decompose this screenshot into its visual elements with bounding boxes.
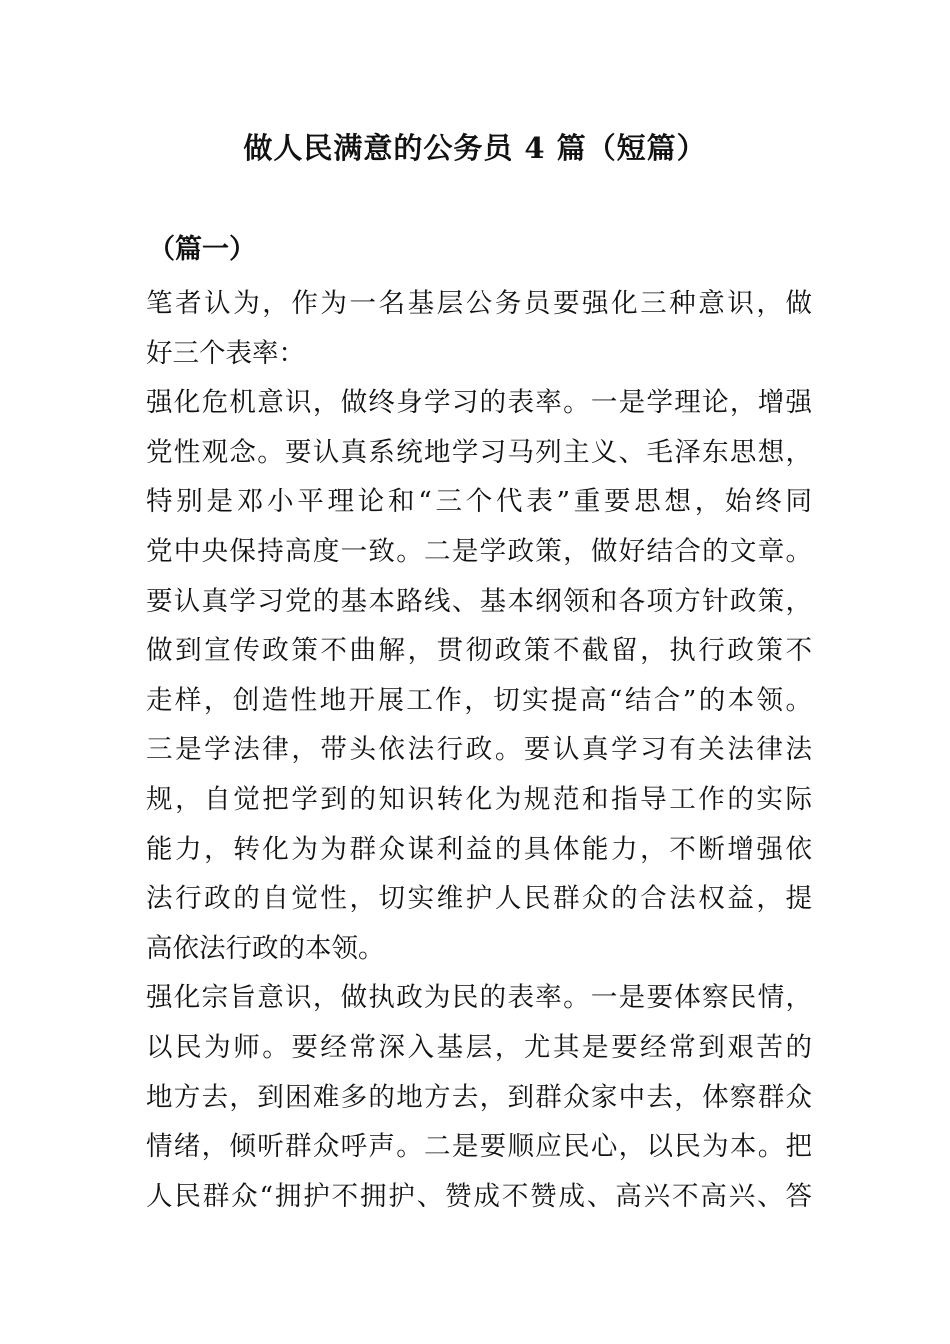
text-line: 情绪，倾听群众呼声。二是要顺应民心，以民为本。把: [146, 1131, 812, 1163]
text-line: 笔者认为，作为一名基层公务员要强化三种意识，做: [146, 288, 812, 319]
body-text: [146, 279, 812, 1221]
section-heading: （篇一）: [148, 234, 256, 265]
text-line: 强化危机意识，做终身学习的表率。一是学理论，增强: [146, 387, 812, 419]
text-line: 党性观念。要认真系统地学习马列主义、毛泽东思想，: [146, 436, 812, 468]
text-line: 走样，创造性地开展工作，切实提高“结合”的本领。: [146, 684, 812, 716]
text-line: 党中央保持高度一致。二是学政策，做好结合的文章。: [146, 535, 812, 567]
text-line: 以民为师。要经常深入基层，尤其是要经常到艰苦的: [146, 1031, 812, 1063]
text-line: 能力，转化为为群众谋利益的具体能力，不断增强依: [146, 833, 812, 865]
text-line: 法行政的自觉性，切实维护人民群众的合法权益，提: [146, 883, 812, 915]
text-line: 强化宗旨意识，做执政为民的表率。一是要体察民情，: [146, 982, 812, 1014]
document-title: 做人民满意的公务员 4 篇（短篇）: [243, 131, 707, 165]
text-line: 做到宣传政策不曲解，贯彻政策不截留，执行政策不: [146, 635, 812, 667]
text-line: 人民群众“拥护不拥护、赞成不赞成、高兴不高兴、答: [146, 1180, 812, 1212]
text-line: 规，自觉把学到的知识转化为规范和指导工作的实际: [146, 783, 812, 815]
text-line: 三是学法律，带头依法行政。要认真学习有关法律法: [146, 734, 812, 766]
text-line: 要认真学习党的基本路线、基本纲领和各项方针政策，: [146, 585, 812, 617]
text-line: 特别是邓小平理论和“三个代表”重要思想，始终同: [146, 486, 812, 518]
text-line: 高依法行政的本领。: [146, 932, 385, 964]
text-line: 地方去，到困难多的地方去，到群众家中去，体察群众: [146, 1081, 812, 1113]
text-line: 好三个表率：: [146, 337, 305, 369]
